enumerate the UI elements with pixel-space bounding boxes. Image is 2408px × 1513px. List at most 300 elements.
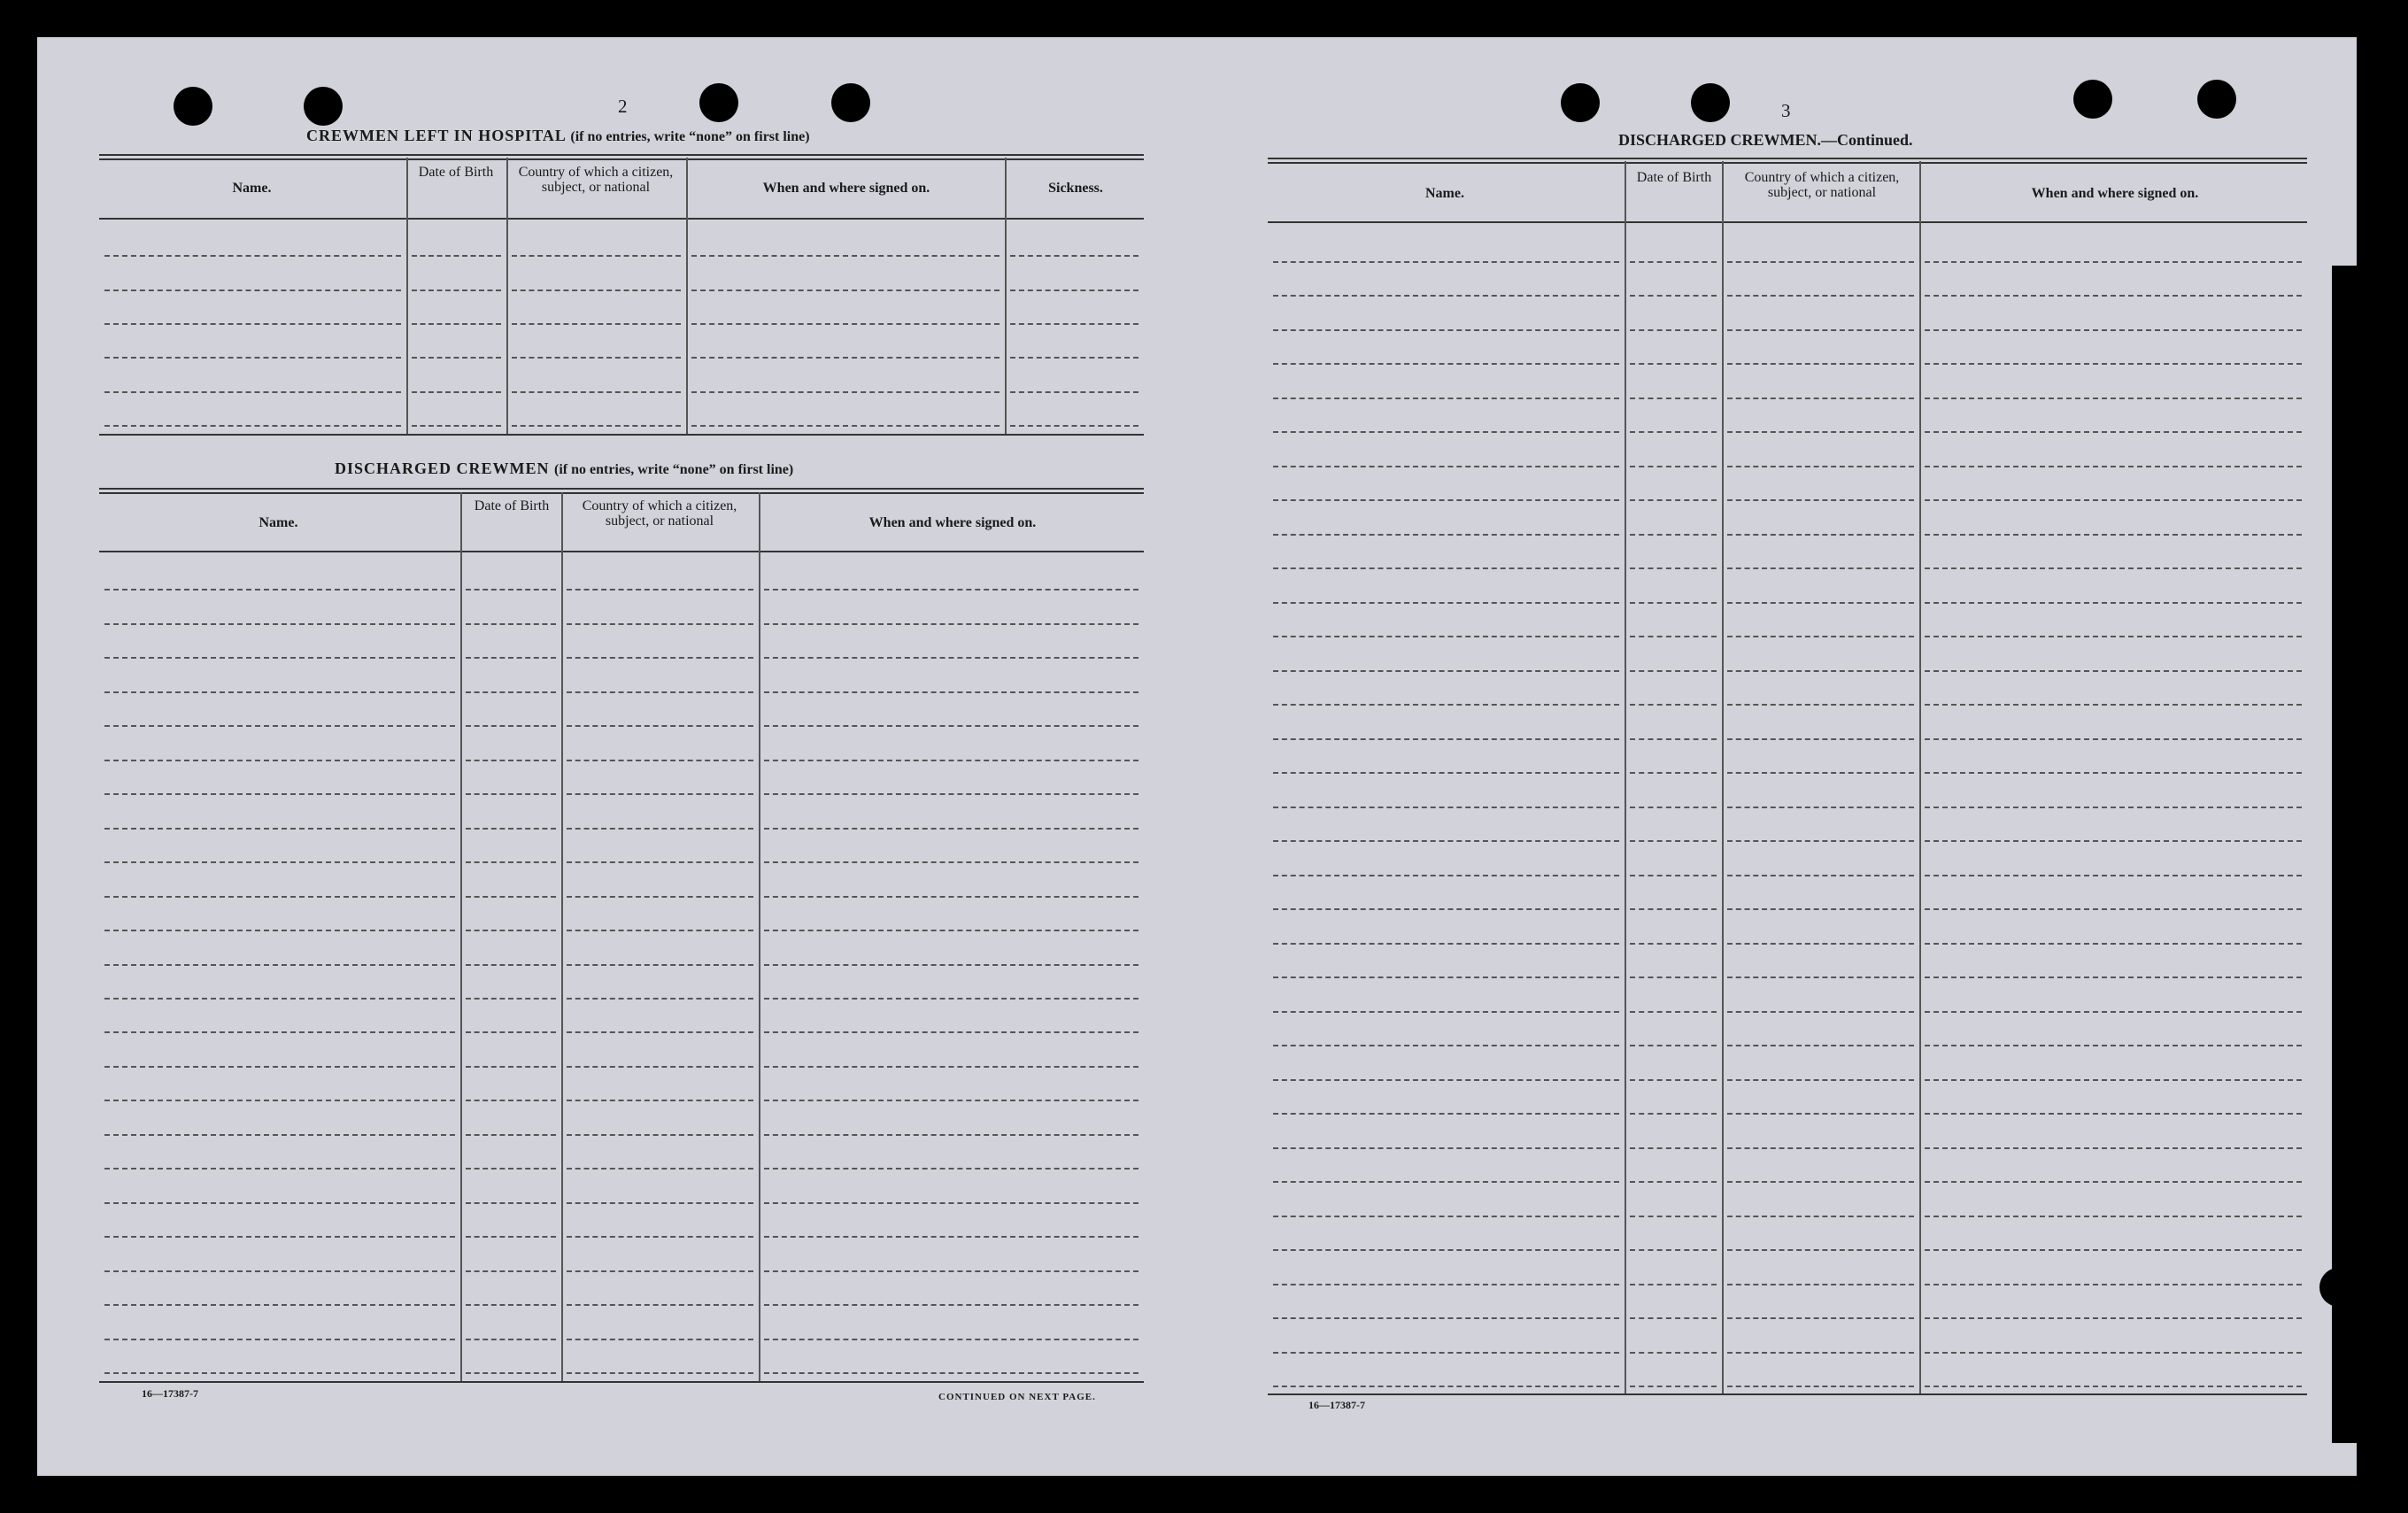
entry-line [1727, 1011, 1914, 1013]
entry-line [466, 793, 556, 795]
punch-hole [304, 87, 343, 126]
entry-line [104, 1031, 455, 1033]
entry-line [1630, 1181, 1717, 1183]
right-col-signed: When and where signed on. [2031, 186, 2199, 201]
entry-line [764, 1134, 1138, 1136]
entry-line [466, 930, 556, 931]
entry-line [104, 998, 455, 1000]
entry-line [412, 323, 501, 325]
entry-line [466, 1202, 556, 1204]
form-number-left: 16—17387-7 [142, 1387, 198, 1400]
entry-line [1727, 840, 1914, 842]
entry-line [1630, 1317, 1717, 1319]
entry-line [1727, 329, 1914, 331]
entry-line [1925, 499, 2302, 501]
entry-line [1925, 398, 2302, 399]
entry-line [412, 425, 501, 427]
continued-note: CONTINUED ON NEXT PAGE. [938, 1392, 1096, 1402]
discharged-footer-rule [99, 1381, 1144, 1383]
entry-line [1630, 636, 1717, 637]
entry-line [1273, 670, 1619, 672]
entry-line [1925, 363, 2302, 365]
entry-line [1925, 636, 2302, 637]
entry-line [1273, 908, 1619, 910]
entry-line [691, 357, 999, 359]
entry-line [104, 861, 455, 863]
entry-line [1727, 807, 1914, 808]
entry-line [1630, 1386, 1717, 1387]
entry-line [1727, 1113, 1914, 1115]
entry-line [567, 691, 753, 693]
discharged-col-country: Country of which a citizen, subject, or national [582, 498, 737, 529]
entry-line [466, 691, 556, 693]
entry-line [567, 793, 753, 795]
entry-line [1727, 567, 1914, 569]
entry-line [567, 1031, 753, 1033]
entry-line [1925, 1249, 2302, 1251]
discharged-col-name: Name. [259, 515, 298, 530]
hospital-col-signed: When and where signed on. [762, 181, 930, 196]
punch-hole [699, 83, 738, 122]
page-number-left: 2 [618, 96, 628, 117]
entry-line [1925, 1181, 2302, 1183]
entry-line [104, 323, 401, 325]
entry-line [1925, 1317, 2302, 1319]
entry-line [412, 357, 501, 359]
entry-line [104, 1339, 455, 1340]
right-divider [1625, 161, 1626, 1393]
entry-line [104, 1168, 455, 1169]
entry-line [466, 1372, 556, 1374]
entry-line [1727, 738, 1914, 740]
entry-line [764, 998, 1138, 1000]
entry-line [1925, 704, 2302, 706]
discharged-divider [561, 492, 563, 1381]
entry-line [104, 391, 401, 393]
entry-line [412, 255, 501, 257]
entry-line [1925, 1147, 2302, 1149]
discharged-title-note: (if no entries, write “none” on first line) [554, 462, 794, 477]
entry-line [1010, 323, 1138, 325]
entry-line [104, 623, 455, 625]
entry-line [567, 760, 753, 761]
entry-line [567, 1339, 753, 1340]
entry-line [104, 1304, 455, 1306]
entry-line [1273, 1284, 1619, 1285]
entry-line [1630, 1216, 1717, 1217]
hospital-divider [1005, 158, 1007, 434]
hospital-title-note: (if no entries, write “none” on first line) [570, 129, 810, 144]
entry-line [567, 623, 753, 625]
right-col-country: Country of which a citizen, subject, or national [1744, 170, 1900, 200]
entry-line [1727, 466, 1914, 467]
entry-line [567, 930, 753, 931]
entry-line [567, 861, 753, 863]
entry-line [512, 255, 681, 257]
entry-line [1010, 357, 1138, 359]
entry-line [764, 1066, 1138, 1068]
entry-line [1727, 602, 1914, 604]
entry-line [1630, 329, 1717, 331]
entry-line [1630, 1249, 1717, 1251]
entry-line [1273, 1352, 1619, 1354]
right-col-dob: Date of Birth [1636, 170, 1712, 185]
entry-line [1727, 1045, 1914, 1046]
entry-line [1925, 1011, 2302, 1013]
entry-line [1273, 329, 1619, 331]
entry-line [567, 1270, 753, 1272]
entry-line [764, 1339, 1138, 1340]
entry-line [1727, 1147, 1914, 1149]
entry-line [1630, 1079, 1717, 1081]
entry-line [104, 1100, 455, 1101]
entry-line [1273, 1045, 1619, 1046]
entry-line [466, 998, 556, 1000]
entry-line [764, 828, 1138, 830]
entry-line [466, 725, 556, 727]
hospital-header-rule [99, 154, 1144, 156]
entry-line [1925, 567, 2302, 569]
entry-line [466, 964, 556, 966]
right-header-bottom [1268, 221, 2307, 223]
entry-line [104, 930, 455, 931]
entry-line [1273, 1317, 1619, 1319]
entry-line [567, 1304, 753, 1306]
entry-line [1630, 840, 1717, 842]
entry-line [1925, 1284, 2302, 1285]
entry-line [1273, 261, 1619, 263]
entry-line [1925, 466, 2302, 467]
entry-line [1925, 840, 2302, 842]
entry-line [466, 1304, 556, 1306]
entry-line [567, 725, 753, 727]
hospital-divider [506, 158, 508, 434]
entry-line [1010, 391, 1138, 393]
entry-line [691, 391, 999, 393]
entry-line [512, 289, 681, 291]
punch-hole [2197, 80, 2236, 119]
entry-line [1727, 1079, 1914, 1081]
document-sheet [37, 37, 2357, 1476]
entry-line [1273, 636, 1619, 637]
discharged-header-rule [99, 488, 1144, 490]
entry-line [1273, 398, 1619, 399]
entry-line [466, 657, 556, 659]
right-divider [1919, 161, 1921, 1393]
entry-line [1630, 295, 1717, 297]
entry-line [691, 289, 999, 291]
entry-line [1925, 1216, 2302, 1217]
entry-line [104, 1270, 455, 1272]
right-header-rule [1268, 158, 2307, 159]
entry-line [1630, 567, 1717, 569]
entry-line [1630, 943, 1717, 945]
entry-line [567, 1100, 753, 1101]
entry-line [1727, 977, 1914, 978]
entry-line [466, 589, 556, 591]
entry-line [466, 1270, 556, 1272]
discharged-title-text: DISCHARGED CREWMEN [335, 459, 550, 477]
entry-line [764, 1270, 1138, 1272]
entry-line [104, 691, 455, 693]
entry-line [512, 323, 681, 325]
entry-line [1630, 398, 1717, 399]
hospital-divider [406, 158, 408, 434]
entry-line [104, 896, 455, 898]
entry-line [1925, 738, 2302, 740]
entry-line [1727, 636, 1914, 637]
punch-hole [174, 87, 212, 126]
entry-line [104, 1134, 455, 1136]
entry-line [1273, 295, 1619, 297]
entry-line [764, 1031, 1138, 1033]
entry-line [1727, 499, 1914, 501]
entry-line [412, 391, 501, 393]
entry-line [1925, 670, 2302, 672]
entry-line [412, 289, 501, 291]
entry-line [1010, 255, 1138, 257]
entry-line [1273, 840, 1619, 842]
entry-line [1630, 1011, 1717, 1013]
entry-line [1273, 1079, 1619, 1081]
entry-line [466, 896, 556, 898]
entry-line [1630, 261, 1717, 263]
entry-line [567, 589, 753, 591]
entry-line [567, 1202, 753, 1204]
entry-line [466, 1168, 556, 1169]
entry-line [1727, 534, 1914, 536]
hospital-col-name: Name. [232, 181, 272, 196]
entry-line [1273, 1216, 1619, 1217]
entry-line [1727, 363, 1914, 365]
entry-line [104, 425, 401, 427]
entry-line [567, 896, 753, 898]
entry-line [764, 896, 1138, 898]
entry-line [1273, 1147, 1619, 1149]
entry-line [1925, 772, 2302, 774]
entry-line [104, 1372, 455, 1374]
entry-line [1273, 738, 1619, 740]
entry-line [1273, 943, 1619, 945]
entry-line [1925, 261, 2302, 263]
entry-line [104, 357, 401, 359]
hospital-title-text: CREWMEN LEFT IN HOSPITAL [306, 127, 566, 144]
entry-line [104, 1066, 455, 1068]
entry-line [1727, 1181, 1914, 1183]
entry-line [512, 425, 681, 427]
entry-line [1925, 908, 2302, 910]
entry-line [1727, 1352, 1914, 1354]
entry-line [1630, 1147, 1717, 1149]
entry-line [764, 657, 1138, 659]
entry-line [764, 1202, 1138, 1204]
entry-line [567, 828, 753, 830]
entry-line [104, 289, 401, 291]
hospital-header-bottom [99, 218, 1144, 220]
entry-line [1010, 425, 1138, 427]
entry-line [1630, 807, 1717, 808]
entry-line [764, 725, 1138, 727]
torn-edge [2332, 266, 2367, 1443]
entry-line [691, 323, 999, 325]
discharged-section-title [335, 459, 793, 478]
entry-line [764, 1100, 1138, 1101]
entry-line [1727, 1386, 1914, 1387]
entry-line [1273, 499, 1619, 501]
entry-line [466, 1031, 556, 1033]
discharged-col-signed: When and where signed on. [868, 515, 1037, 530]
entry-line [567, 1134, 753, 1136]
entry-line [567, 1236, 753, 1238]
entry-line [1727, 1284, 1914, 1285]
entry-line [1273, 363, 1619, 365]
entry-line [567, 1066, 753, 1068]
entry-line [1273, 602, 1619, 604]
entry-line [1273, 1249, 1619, 1251]
hospital-divider [686, 158, 688, 434]
entry-line [1273, 772, 1619, 774]
entry-line [764, 623, 1138, 625]
entry-line [1727, 908, 1914, 910]
entry-line [1273, 1113, 1619, 1115]
entry-line [764, 964, 1138, 966]
entry-line [1925, 329, 2302, 331]
entry-line [1630, 534, 1717, 536]
entry-line [1925, 534, 2302, 536]
entry-line [466, 828, 556, 830]
entry-line [1273, 1011, 1619, 1013]
entry-line [1925, 295, 2302, 297]
entry-line [764, 861, 1138, 863]
entry-line [512, 357, 681, 359]
entry-line [1630, 670, 1717, 672]
page-number-right: 3 [1781, 100, 1791, 121]
entry-line [1925, 943, 2302, 945]
entry-line [1727, 431, 1914, 433]
discharged-divider [759, 492, 760, 1381]
entry-line [1273, 466, 1619, 467]
punch-hole [2073, 80, 2112, 119]
entry-line [1727, 704, 1914, 706]
entry-line [104, 793, 455, 795]
entry-line [1925, 1386, 2302, 1387]
entry-line [466, 760, 556, 761]
entry-line [764, 589, 1138, 591]
entry-line [567, 657, 753, 659]
entry-line [1727, 772, 1914, 774]
entry-line [1630, 1113, 1717, 1115]
discharged-header-bottom [99, 551, 1144, 552]
entry-line [104, 725, 455, 727]
entry-line [1273, 807, 1619, 808]
entry-line [104, 964, 455, 966]
entry-line [764, 1372, 1138, 1374]
discharged-col-dob: Date of Birth [474, 498, 550, 513]
entry-line [764, 1236, 1138, 1238]
entry-line [466, 1100, 556, 1101]
entry-line [1925, 807, 2302, 808]
punch-hole [2319, 1268, 2358, 1307]
entry-line [1925, 431, 2302, 433]
entry-line [691, 425, 999, 427]
entry-line [1925, 977, 2302, 978]
entry-line [1727, 875, 1914, 876]
hospital-footer-rule [99, 434, 1144, 436]
entry-line [1273, 567, 1619, 569]
entry-line [104, 1236, 455, 1238]
entry-line [1273, 1181, 1619, 1183]
entry-line [1630, 875, 1717, 876]
entry-line [1727, 943, 1914, 945]
entry-line [512, 391, 681, 393]
entry-line [1630, 977, 1717, 978]
entry-line [764, 760, 1138, 761]
entry-line [567, 1372, 753, 1374]
entry-line [104, 657, 455, 659]
entry-line [104, 589, 455, 591]
entry-line [567, 998, 753, 1000]
discharged-continued-title: DISCHARGED CREWMEN.—Continued. [1618, 131, 1913, 149]
punch-hole [1561, 83, 1600, 122]
entry-line [1630, 363, 1717, 365]
entry-line [466, 623, 556, 625]
entry-line [1630, 499, 1717, 501]
entry-line [1727, 670, 1914, 672]
entry-line [466, 1134, 556, 1136]
punch-hole [1691, 83, 1730, 122]
entry-line [1630, 704, 1717, 706]
entry-line [104, 760, 455, 761]
entry-line [1630, 602, 1717, 604]
discharged-divider [460, 492, 462, 1381]
entry-line [1630, 1045, 1717, 1046]
entry-line [1727, 1249, 1914, 1251]
entry-line [1630, 431, 1717, 433]
entry-line [764, 1304, 1138, 1306]
entry-line [764, 1168, 1138, 1169]
entry-line [104, 828, 455, 830]
entry-line [1925, 875, 2302, 876]
entry-line [1630, 772, 1717, 774]
entry-line [1727, 1216, 1914, 1217]
entry-line [1727, 398, 1914, 399]
entry-line [764, 793, 1138, 795]
entry-line [1630, 908, 1717, 910]
entry-line [1273, 534, 1619, 536]
entry-line [1630, 1352, 1717, 1354]
hospital-col-country: Country of which a citizen, subject, or national [518, 165, 674, 195]
hospital-col-sickness: Sickness. [1048, 181, 1103, 196]
entry-line [1273, 977, 1619, 978]
entry-line [466, 1339, 556, 1340]
right-divider [1722, 161, 1724, 1393]
entry-line [1010, 289, 1138, 291]
entry-line [1727, 295, 1914, 297]
entry-line [567, 1168, 753, 1169]
entry-line [1630, 738, 1717, 740]
entry-line [104, 255, 401, 257]
right-footer-rule [1268, 1393, 2307, 1395]
entry-line [1273, 704, 1619, 706]
form-number-right: 16—17387-7 [1308, 1399, 1365, 1411]
entry-line [1925, 1113, 2302, 1115]
entry-line [567, 964, 753, 966]
entry-line [1273, 431, 1619, 433]
entry-line [466, 1236, 556, 1238]
hospital-section-title [306, 127, 810, 145]
entry-line [1925, 602, 2302, 604]
punch-hole [831, 83, 870, 122]
